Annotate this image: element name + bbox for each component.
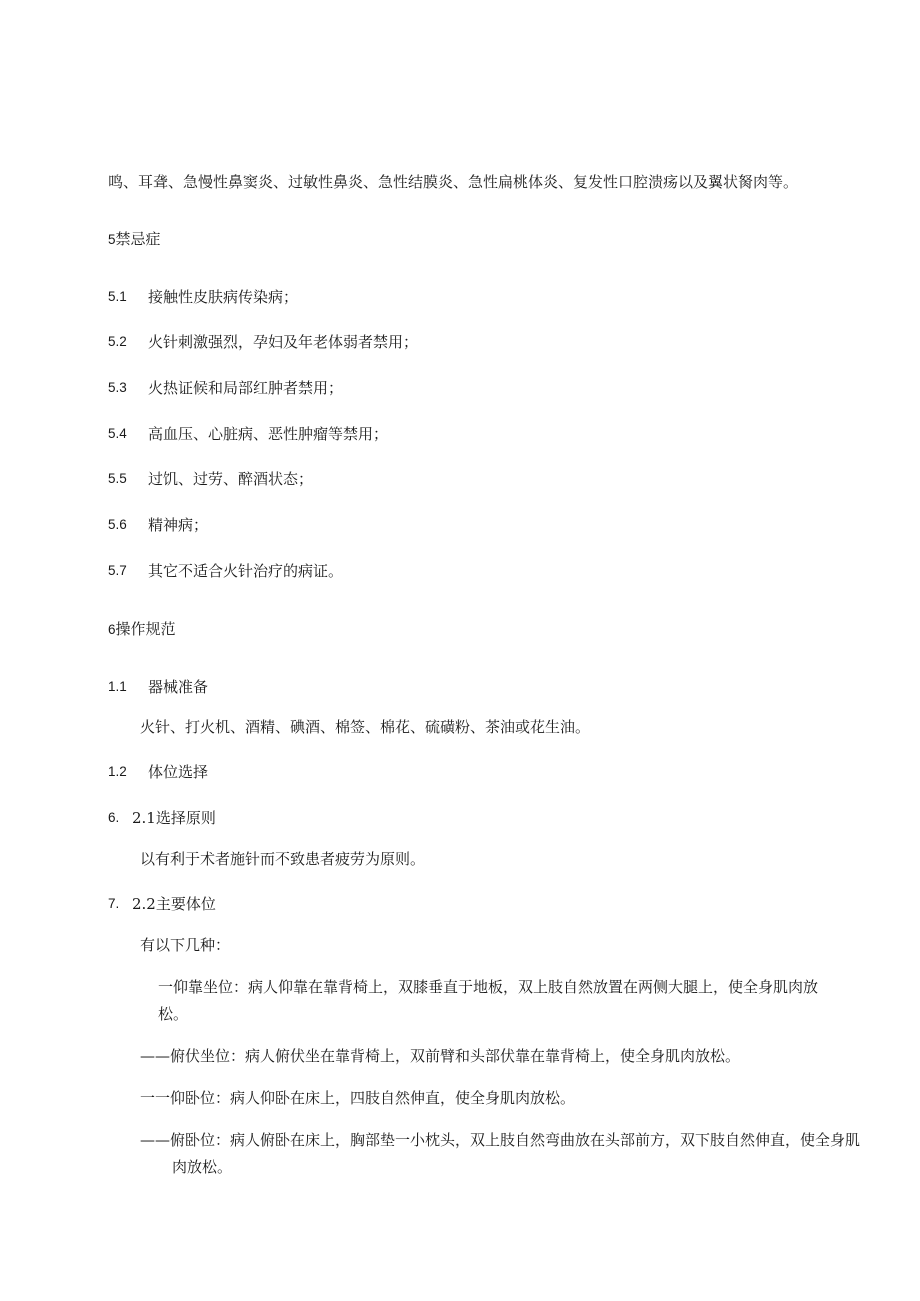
item-5-7-number: 5.7	[108, 563, 127, 578]
position-item-4	[140, 1127, 872, 1181]
item-5-5-text: 过饥、过劳、醉酒状态；	[148, 470, 314, 488]
sub-2-2-number: 7.	[108, 896, 120, 911]
sub-1-2-number: 1.2	[108, 764, 127, 779]
sub-1-1-title: 器械准备	[148, 678, 209, 696]
position-item-2: ——俯伏坐位：病人俯伏坐在靠背椅上，双前臂和头部伏靠在靠背椅上，使全身肌肉放松。	[140, 1047, 741, 1065]
item-5-2-number: 5.2	[108, 334, 127, 349]
sub-1-1-number: 1.1	[108, 679, 127, 694]
sub-2-2-title: 2.2主要体位	[132, 895, 216, 913]
section-6-title: 操作规范	[115, 620, 176, 638]
section-6-number: 6	[108, 622, 116, 637]
item-5-6-text: 精神病；	[148, 516, 209, 534]
position-item-4-text: ——俯卧位：病人俯卧在床上，胸部垫一小枕头，双上肢自然弯曲放在头部前方，双下肢自然伸直，使全身肌肉放松。	[140, 1131, 861, 1176]
item-5-3-text: 火热证候和局部红肿者禁用；	[148, 379, 344, 397]
section-5-number: 5	[108, 232, 116, 247]
item-5-5-number: 5.5	[108, 471, 127, 486]
section-6-heading	[108, 619, 176, 640]
intro-line: 鸣、耳聋、急慢性鼻窦炎、过敏性鼻炎、急性结膜炎、急性扁桃体炎、复发性口腔溃疡以及翼状胬肉等。	[108, 173, 799, 191]
item-5-4-number: 5.4	[108, 426, 127, 441]
position-item-1	[158, 974, 838, 1028]
item-5-2-text: 火针刺激强烈，孕妇及年老体弱者禁用；	[148, 333, 419, 351]
section-5-heading	[108, 229, 161, 250]
item-5-1-number: 5.1	[108, 289, 127, 304]
item-5-1-text: 接触性皮肤病传染病；	[148, 288, 299, 306]
item-5-7-text: 其它不适合火针治疗的病证。	[148, 562, 344, 580]
item-5-4-text: 高血压、心脏病、恶性肿瘤等禁用；	[148, 425, 389, 443]
sub-2-2-body: 有以下几种：	[140, 936, 231, 954]
item-5-6-number: 5.6	[108, 517, 127, 532]
section-5-title: 禁忌症	[115, 230, 161, 248]
position-item-1-text: 一仰靠坐位：病人仰靠在靠背椅上，双膝垂直于地板，双上肢自然放置在两侧大腿上，使全身肌肉放松。	[158, 978, 819, 1023]
sub-1-2-title: 体位选择	[148, 763, 209, 781]
sub-2-1-body: 以有利于术者施针而不致患者疲劳为原则。	[140, 850, 426, 868]
item-5-3-number: 5.3	[108, 380, 127, 395]
sub-1-1-body: 火针、打火机、酒精、碘酒、棉签、棉花、硫磺粉、茶油或花生油。	[140, 718, 591, 736]
sub-2-1-title: 2.1选择原则	[132, 809, 216, 827]
position-item-3: 一一仰卧位：病人仰卧在床上，四肢自然伸直，使全身肌肉放松。	[140, 1089, 576, 1107]
sub-2-1-number: 6.	[108, 810, 120, 825]
